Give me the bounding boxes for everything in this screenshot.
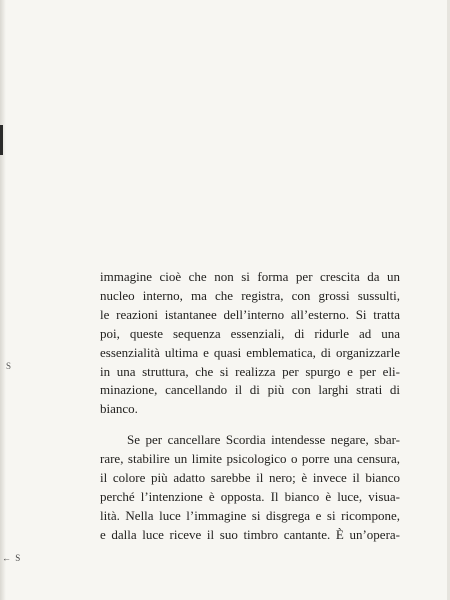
text-line: e dalla luce riceve il suo timbro cantante. È un’opera- <box>100 526 400 542</box>
text-line: nucleo interno, ma che registra, con grossi sussulti, <box>100 287 400 303</box>
body-text <box>100 268 400 545</box>
text-line: bianco. <box>100 401 138 417</box>
text-line: rare, stabilire un limite psicologico o porre una censura, <box>100 451 400 467</box>
paragraph-1 <box>100 268 400 419</box>
text-line: le reazioni istantanee dell’interno all’esterno. Si tratta <box>100 306 400 322</box>
page-left-edge <box>0 0 6 600</box>
text-line: il colore più adatto sarebbe il nero; è invece il bianco <box>100 470 400 486</box>
margin-mark-arrow: ← S <box>2 553 22 563</box>
text-line: essenzialità ultima e quasi emblematica, di organizzarle <box>100 344 400 360</box>
text-line: immagine cioè che non si forma per crescita da un <box>100 269 400 284</box>
paragraph-gap <box>100 419 400 431</box>
text-line: Se per cancellare Scordia intendesse negare, sbar- <box>127 432 400 448</box>
paragraph-2 <box>100 431 400 544</box>
text-line: in una struttura, che si realizza per spurgo e per eli- <box>100 363 400 379</box>
text-line: lità. Nella luce l’immagine si disgrega e si ricompone, <box>100 507 400 523</box>
margin-mark-s: S <box>6 361 12 371</box>
binding-mark <box>0 125 3 155</box>
text-line: minazione, cancellando il di più con larghi strati di <box>100 382 400 398</box>
text-line: poi, queste sequenza essenziali, di ridurle ad una <box>100 325 400 341</box>
text-line: perché l’intenzione è opposta. Il bianco è luce, visua- <box>100 488 400 504</box>
